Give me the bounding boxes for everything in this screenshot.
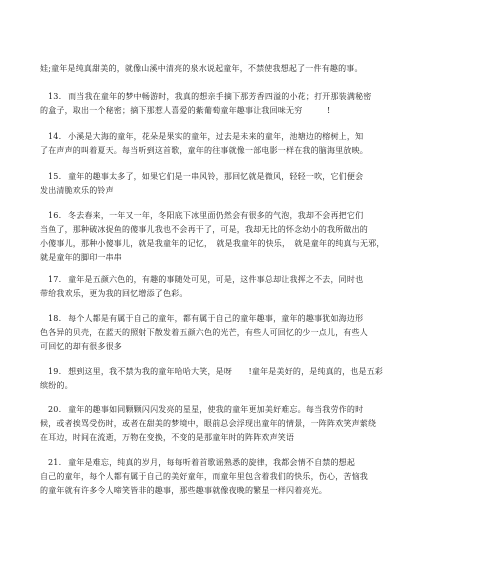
paragraph-line: 自己的童年，每个人都有属于自己的美好童年，而童年里包含着我们的快乐，伤心，苦恼我 <box>40 472 368 481</box>
paragraph-line: 在耳边，时间在流逝，万物在变换，不变的是那童年时的阵阵欢声笑语 <box>40 433 295 442</box>
paragraph-line: 当鱼了，那种破冰捉鱼的傻事儿我也不会再干了，可是，我却无比的怀念幼小的我所做出的 <box>40 225 368 234</box>
paragraph-text: 而当我在童年的梦中畅游时，我真的想亲手摘下那芳香四溢的小花；打开那装满秘密 <box>68 92 372 101</box>
paragraph-text: 童年是难忘，纯真的岁月，每每听着首歌谣熟悉的旋律，我都会情不自禁的想起 <box>68 458 356 467</box>
paragraph-line: 可回忆的却有很多很多 <box>40 342 122 351</box>
paragraph-line <box>40 130 470 144</box>
paragraph-number: 13. <box>48 92 62 101</box>
paragraph-21 <box>40 456 470 498</box>
paragraph-line <box>40 312 470 326</box>
paragraph-number: 16. <box>48 211 62 220</box>
paragraph-line: 娃;童年是纯真甜美的，就像山溪中清亮的泉水说起童年，不禁使我想起了一件有趣的事。 <box>40 64 363 73</box>
paragraph-line <box>40 273 470 287</box>
paragraph-number: 17. <box>48 275 62 284</box>
paragraph-text: 想到这里，我不禁为我的童年哈哈大笑，是呀 !童年是美好的，是纯真的，也是五彩 <box>68 367 384 376</box>
paragraph-line: 就是童年的脚印一串串 <box>40 253 122 262</box>
paragraph-text: 小溪是大海的童年，花朵是果实的童年，过去是未来的童年，池塘边的榕树上，知 <box>68 132 364 141</box>
paragraph-line: 带给我欢乐，更为我的回忆增添了色彩。 <box>40 289 188 298</box>
paragraph-text: 冬去春来，一年又一年，冬阳底下冰里面仍然会有很多的气泡，我却不会再把它们 <box>68 211 364 220</box>
paragraph-16 <box>40 209 470 265</box>
paragraph-13 <box>40 90 470 118</box>
paragraph-text: 童年是五颜六色的，有趣的事随处可见，可是，这件事总却让我挥之不去，同时也 <box>68 275 364 284</box>
paragraph-12 <box>40 62 470 76</box>
paragraph-line: 了在声声的叫着夏天。每当听到这首歌，童年的往事就像一部电影一样在我的脑海里放映。 <box>40 146 368 155</box>
paragraph-14 <box>40 130 470 158</box>
paragraph-number: 21. <box>48 458 62 467</box>
paragraph-line <box>40 90 470 104</box>
paragraph-line: 发出清脆欢乐的铃声 <box>40 186 114 195</box>
paragraph-line <box>40 456 470 470</box>
paragraph-text: 童年的趣事如同颗颗闪闪发亮的星星，使我的童年更加美好难忘。每当我劳作的时 <box>68 405 364 414</box>
paragraph-text: 童年的趣事太多了，如果它们是一串风铃，那回忆就是微风，轻轻一吹，它们便会 <box>68 172 364 181</box>
paragraph-20 <box>40 403 470 445</box>
paragraph-17 <box>40 273 470 301</box>
paragraph-line <box>40 209 470 223</box>
paragraph-number: 19. <box>48 367 62 376</box>
paragraph-number: 15. <box>48 172 62 181</box>
paragraph-15 <box>40 170 470 198</box>
paragraph-line: 小傻事儿，那种小傻事儿，就是我童年的记忆， 就是我童年的快乐， 就是童年的纯真与无邪， <box>40 239 385 248</box>
paragraph-line <box>40 365 470 379</box>
paragraph-number: 14. <box>48 132 62 141</box>
paragraph-18 <box>40 312 470 354</box>
paragraph-line: 缤纷的。 <box>40 381 73 390</box>
paragraph-number: 20. <box>48 405 62 414</box>
paragraph-line <box>40 170 470 184</box>
paragraph-19 <box>40 365 470 393</box>
paragraph-line: 的童年就有许多令人啼笑皆非的趣事，那些趣事就像夜晚的繁星一样闪着亮光。 <box>40 486 327 495</box>
paragraph-line: 候，或者挨骂受伤时，或者在甜美的梦境中，眼前总会浮现出童年的情景，一阵阵欢笑声萦绕 <box>40 419 377 428</box>
paragraph-line <box>40 403 470 417</box>
paragraph-line: 的盒子，取出一个秘密；摘下那惹人喜爱的紫葡萄童年趣事让我回味无穷 ! <box>40 106 331 115</box>
paragraph-line: 色各异的贝壳，在蓝天的照射下散发着五颜六色的光芒，有些人可回忆的少一点儿，有些人 <box>40 328 368 337</box>
paragraph-number: 18. <box>48 314 62 323</box>
paragraph-text: 每个人都是有属于自己的童年，都有属于自己的童年趣事，童年的趣事犹如海边形 <box>68 314 364 323</box>
